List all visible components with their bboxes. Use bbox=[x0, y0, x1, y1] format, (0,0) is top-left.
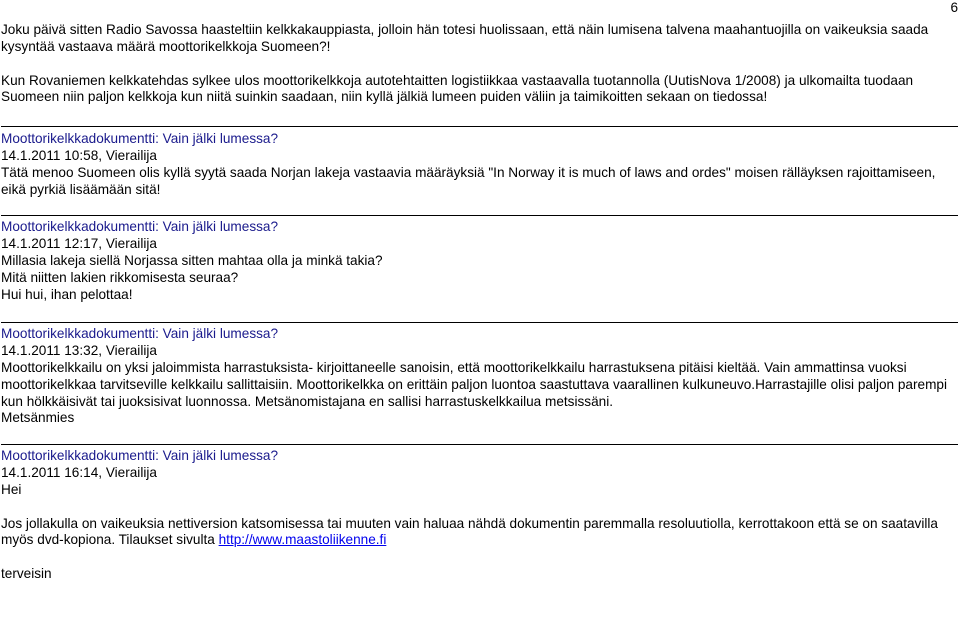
maastoliikenne-link[interactable]: http://www.maastoliikenne.fi bbox=[218, 532, 387, 548]
comment-meta: 14.1.2011 13:32, Vierailija bbox=[1, 343, 157, 359]
comment-text: Hei bbox=[1, 481, 22, 497]
comment-closing: terveisin bbox=[1, 566, 52, 582]
comment-title: Moottorikelkkadokumentti: Vain jälki lumessa? bbox=[1, 326, 279, 342]
comment-4 bbox=[1, 448, 951, 583]
intro-paragraph-2: Kun Rovaniemen kelkkatehdas sylkee ulos moottorikelkkoja autotehtaitten logistiikkaa vastaavalla tuotannolla (UutisNova 1/2008) ja ulkomailta tuodaan Suomeen niin paljon kelkkoja kun niitä suinkin saadaan, niin kyllä jälkiä lumeen puiden väliin ja taimikoitten sekaan on tiedossa! bbox=[1, 72, 914, 105]
comment-1 bbox=[1, 131, 951, 198]
comment-text bbox=[1, 516, 951, 550]
comment-2 bbox=[1, 219, 951, 303]
document-body bbox=[1, 23, 951, 583]
comment-text-before-link: Jos jollakulla on vaikeuksia nettiversion katsomisessa tai muuten vain haluaa nähdä dokumentin paremmalla resoluutiolla, kerrottakoon että se on saatavilla myös dvd-kopiona. Tilaukset sivulta bbox=[1, 515, 938, 548]
comment-text: Moottorikelkkailu on yksi jaloimmista harrastuksista- kirjoittaneelle sanoisin, että moottorikelkkailu harrastuksena pitäisi kieltää. Vain ammattinsa vuoksi moottorikelkkaa tarvitseville kelkkailu sallittaisiin. Moottorikelkka on erittäin paljon luontoa saastuttava vaarallinen kulkuneuvo.Harrastajille olisi paljon parempi kun hölkkäisivät tai juoksisivat luonnossa. Metsänomistajana en sallisi harrastuskelkkailua metsissäni. bbox=[1, 359, 947, 409]
comment-text: Millasia lakeja siellä Norjassa sitten mahtaa olla ja minkä takia? bbox=[1, 252, 383, 268]
comment-signature: Metsänmies bbox=[1, 410, 75, 426]
comment-title: Moottorikelkkadokumentti: Vain jälki lumessa? bbox=[1, 131, 279, 147]
comment-title: Moottorikelkkadokumentti: Vain jälki lumessa? bbox=[1, 219, 279, 235]
comment-3 bbox=[1, 326, 951, 427]
comment-text: Hui hui, ihan pelottaa! bbox=[1, 286, 133, 302]
comment-meta: 14.1.2011 16:14, Vierailija bbox=[1, 464, 157, 480]
page-number: 6 bbox=[950, 0, 958, 15]
comment-text: Tätä menoo Suomeen olis kyllä syytä saada Norjan lakeja vastaavia määräyksiä "In Norway it is much of laws and ordes" moisen rälläyksen rajoittamiseen, eikä pyrkiä lisäämään sitä! bbox=[1, 164, 936, 197]
comment-title: Moottorikelkkadokumentti: Vain jälki lumessa? bbox=[1, 448, 279, 464]
intro-paragraph-1: Joku päivä sitten Radio Savossa haasteltiin kelkkakauppiasta, jolloin hän totesi huolissaan, että näin lumisena talvena maahantuojilla on vaikeuksia saada kysyntää vastaava määrä moottorikelkkoja Suomeen?! bbox=[1, 22, 929, 54]
comment-meta: 14.1.2011 10:58, Vierailija bbox=[1, 147, 157, 163]
comment-meta: 14.1.2011 12:17, Vierailija bbox=[1, 236, 157, 252]
comment-text: Mitä niitten lakien rikkomisesta seuraa? bbox=[1, 269, 239, 285]
